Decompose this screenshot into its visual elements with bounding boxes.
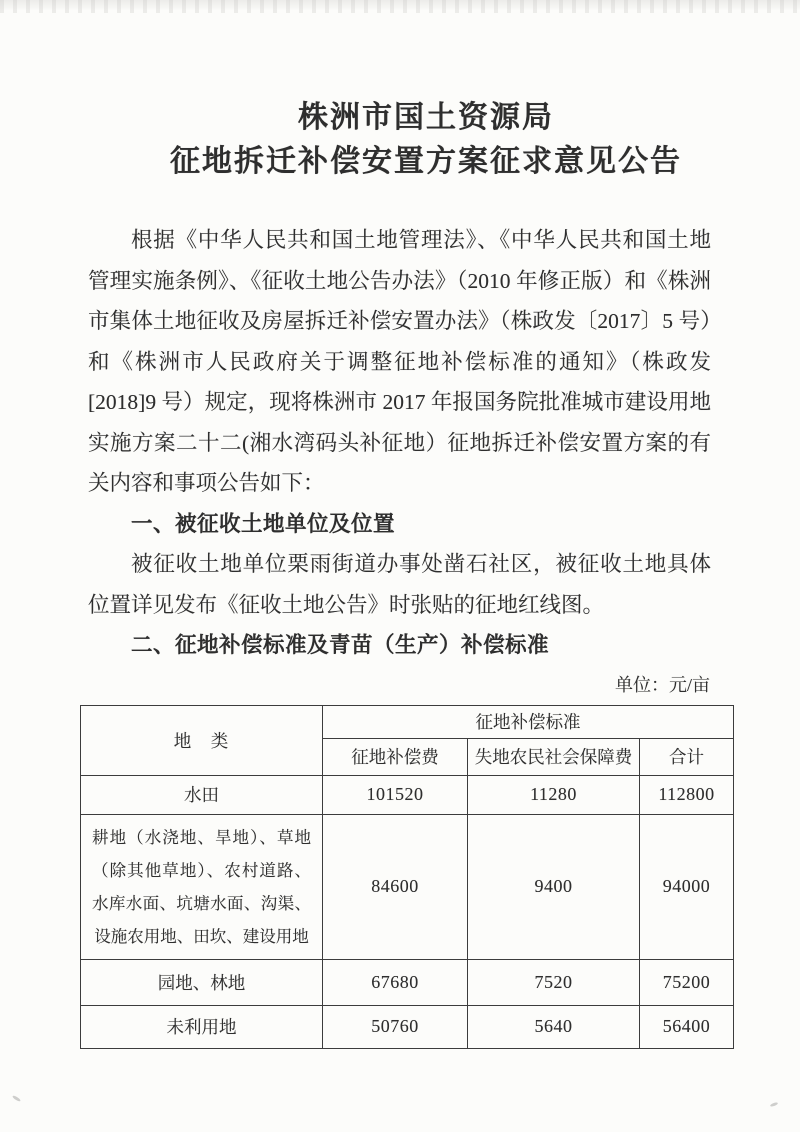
table-row: [81, 1005, 734, 1048]
scan-speck: [770, 1102, 779, 1108]
cell-total: 112800: [640, 775, 734, 814]
cell-fee: 84600: [323, 814, 468, 959]
cell-total: 75200: [640, 959, 734, 1005]
header-cell-social-security: 失地农民社会保障费: [468, 738, 640, 775]
cell-land-type: 未利用地: [81, 1005, 323, 1048]
table-row: [81, 775, 734, 814]
compensation-standards-table: [80, 705, 734, 1049]
intro-paragraph: 根据《中华人民共和国土地管理法》、《中华人民共和国土地管理实施条例》、《征收土地公告办法》（2010 年修正版）和《株洲市集体土地征收及房屋拆迁补偿安置办法》（株政发〔2017〕5 号）和《株洲市人民政府关于调整征地补偿标准的通知》（株政发[2018]9 号）规定，现将株洲市 2017 年报国务院批准城市建设用地实施方案二十二(湘水湾码头补征地）征地拆迁补偿安置方案的有关内容和事项公告如下：: [88, 228, 711, 495]
cell-social: 11280: [468, 775, 640, 814]
cell-fee: 101520: [323, 775, 468, 814]
table-row: [81, 814, 734, 959]
cell-fee: 50760: [323, 1005, 468, 1048]
cell-social: 7520: [468, 959, 640, 1005]
header-cell-compensation-group: 征地补偿标准: [323, 705, 734, 738]
section1-heading: 一、被征收土地单位及位置: [131, 511, 396, 536]
cell-land-type: 水田: [81, 775, 323, 814]
header-cell-total: 合计: [640, 738, 734, 775]
cell-land-type: 园地、林地: [81, 959, 323, 1005]
org-title: 株洲市国土资源局: [298, 101, 554, 134]
cell-social: 9400: [468, 814, 640, 959]
document-body: [88, 220, 711, 666]
header-cell-land-type: 地 类: [81, 705, 323, 775]
cell-social: 5640: [468, 1005, 640, 1048]
cell-total: 56400: [640, 1005, 734, 1048]
cell-total: 94000: [640, 814, 734, 959]
cell-land-type: 耕地（水浇地、旱地）、草地（除其他草地）、农村道路、水库水面、坑塘水面、沟渠、设施农用地、田坎、建设用地: [81, 814, 323, 959]
notice-title: 征地拆迁补偿安置方案征求意见公告: [170, 145, 682, 178]
scan-speck: [12, 1095, 21, 1102]
section1-paragraph: 被征收土地单位栗雨街道办事处凿石社区，被征收土地具体位置详见发布《征收土地公告》时张贴的征地红线图。: [88, 552, 711, 617]
cell-fee: 67680: [323, 959, 468, 1005]
header-cell-fee: 征地补偿费: [323, 738, 468, 775]
document-title-block: [26, 0, 800, 184]
table-row: [81, 959, 734, 1005]
table-header-row-group: [81, 705, 734, 738]
table-unit-label: 单位：元/亩: [614, 674, 710, 695]
section2-heading: 二、征地补偿标准及青苗（生产）补偿标准: [131, 633, 550, 657]
